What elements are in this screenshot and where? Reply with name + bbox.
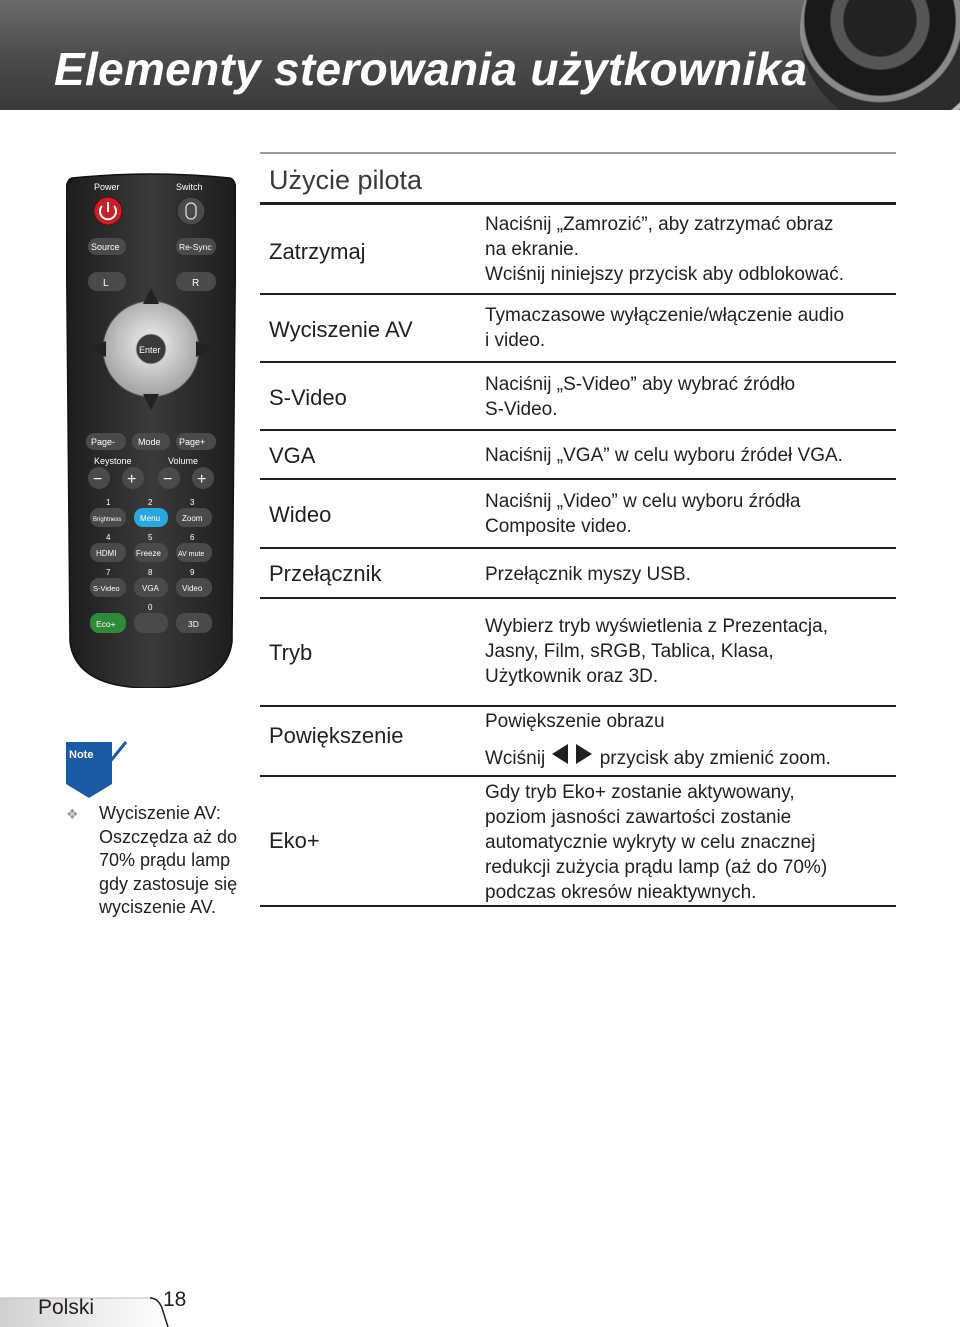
svg-text:4: 4: [106, 533, 111, 542]
row-desc: Tymaczasowe wyłączenie/włączenie audio i video.: [485, 305, 845, 351]
row-name: Przełącznik: [269, 561, 382, 586]
table-row-vga: [260, 431, 896, 480]
svg-text:3D: 3D: [188, 619, 199, 629]
footer: [0, 1290, 200, 1327]
table-row-eco: [260, 777, 896, 907]
svg-text:+: +: [197, 471, 207, 488]
r-label: R: [192, 278, 200, 289]
zero-button: [134, 613, 168, 633]
table-row-svideo: [260, 363, 896, 431]
remote-usage-table: [260, 152, 896, 907]
row-name: Wideo: [269, 502, 332, 527]
row-name: Wyciszenie AV: [269, 317, 413, 342]
power-label: Power: [94, 182, 120, 192]
switch-button: [177, 197, 205, 225]
svg-text:2: 2: [148, 498, 153, 507]
table-row-mode: [260, 599, 896, 707]
svg-text:6: 6: [190, 533, 195, 542]
table-row-zoom: [260, 707, 896, 777]
left-right-arrows-icon: [550, 742, 594, 766]
projector-lens-graphic: [800, 0, 960, 110]
table-row-av-mute: [260, 295, 896, 363]
svg-text:AV mute: AV mute: [178, 551, 205, 558]
page-plus-label: Page+: [179, 437, 206, 447]
page-title: Elementy sterowania użytkownika: [54, 43, 808, 95]
svg-text:−: −: [163, 471, 173, 488]
svg-text:8: 8: [148, 568, 153, 577]
svg-text:7: 7: [106, 568, 111, 577]
svg-text:+: +: [127, 471, 137, 488]
mode-label: Mode: [138, 437, 161, 447]
source-label: Source: [91, 242, 120, 252]
enter-label: Enter: [139, 345, 161, 355]
svg-text:1: 1: [106, 498, 111, 507]
resync-label: Re-Sync: [179, 242, 212, 252]
svg-text:−: −: [93, 471, 103, 488]
table-row-freeze: [260, 205, 896, 295]
row-desc: Naciśnij „VGA” w celu wyboru źródeł VGA.: [485, 445, 843, 466]
row-desc: Naciśnij „S-Video” aby wybrać źródło S-Video.: [485, 374, 796, 420]
row-name: S-Video: [269, 385, 347, 410]
svg-text:Zoom: Zoom: [182, 514, 203, 523]
svg-text:Freeze: Freeze: [136, 549, 161, 558]
row-name: VGA: [269, 443, 316, 468]
table-heading: Użycie pilota: [260, 154, 896, 205]
row-name: Eko+: [269, 828, 320, 853]
table-row-video: [260, 480, 896, 549]
note-icon-label: Note: [69, 749, 94, 761]
row-desc: Naciśnij „Video” w celu wyboru źródła Composite video.: [485, 491, 801, 537]
page-minus-label: Page-: [91, 437, 116, 447]
remote-control-illustration: [66, 172, 236, 688]
svg-text:S-Video: S-Video: [93, 584, 120, 593]
row-desc: Gdy tryb Eko+ zostanie aktywowany, poziom jasności zawartości zostanie automatycznie wykryty w celu znacznej redukcji zużycia prądu lamp (aż do 70%) podczas okresów nieaktywnych.: [485, 782, 828, 903]
row-desc: Przełącznik myszy USB.: [485, 564, 691, 585]
row-name: Zatrzymaj: [269, 239, 366, 264]
table-row-switch: [260, 549, 896, 599]
switch-label: Switch: [176, 182, 203, 192]
svg-text:3: 3: [190, 498, 195, 507]
svg-text:VGA: VGA: [142, 584, 159, 593]
row-name: Powiększenie: [269, 723, 404, 748]
svg-text:9: 9: [190, 568, 195, 577]
note-text: Wyciszenie AV: Oszczędza aż do 70% prądu lamp gdy zastosuje się wyciszenie AV.: [99, 803, 238, 917]
svg-text:5: 5: [148, 533, 153, 542]
page-number: 18: [163, 1288, 187, 1311]
note-bullet-icon: ❖: [66, 806, 79, 822]
row-desc: Wybierz tryb wyświetlenia z Prezentacja, Jasny, Film, sRGB, Tablica, Klasa, Użytkownik oraz 3D.: [485, 616, 829, 687]
svg-text:Brightness: Brightness: [93, 517, 122, 523]
note-icon: [64, 738, 130, 800]
svg-text:Menu: Menu: [140, 514, 161, 523]
svg-text:0: 0: [148, 603, 153, 612]
svg-text:HDMI: HDMI: [96, 549, 117, 558]
header-banner: [0, 0, 960, 110]
volume-label: Volume: [168, 456, 199, 466]
row-desc: Powiększenie obrazu Wciśnij przycisk aby zmienić zoom.: [485, 711, 831, 769]
l-label: L: [103, 278, 109, 289]
svg-text:Video: Video: [182, 584, 203, 593]
row-name: Tryb: [269, 640, 313, 665]
keystone-label: Keystone: [94, 456, 132, 466]
footer-language: Polski: [38, 1296, 95, 1319]
svg-text:Eco+: Eco+: [96, 619, 116, 629]
row-desc: Naciśnij „Zamrozić”, aby zatrzymać obraz na ekranie. Wciśnij niniejszy przycisk aby odblokować.: [485, 214, 845, 285]
